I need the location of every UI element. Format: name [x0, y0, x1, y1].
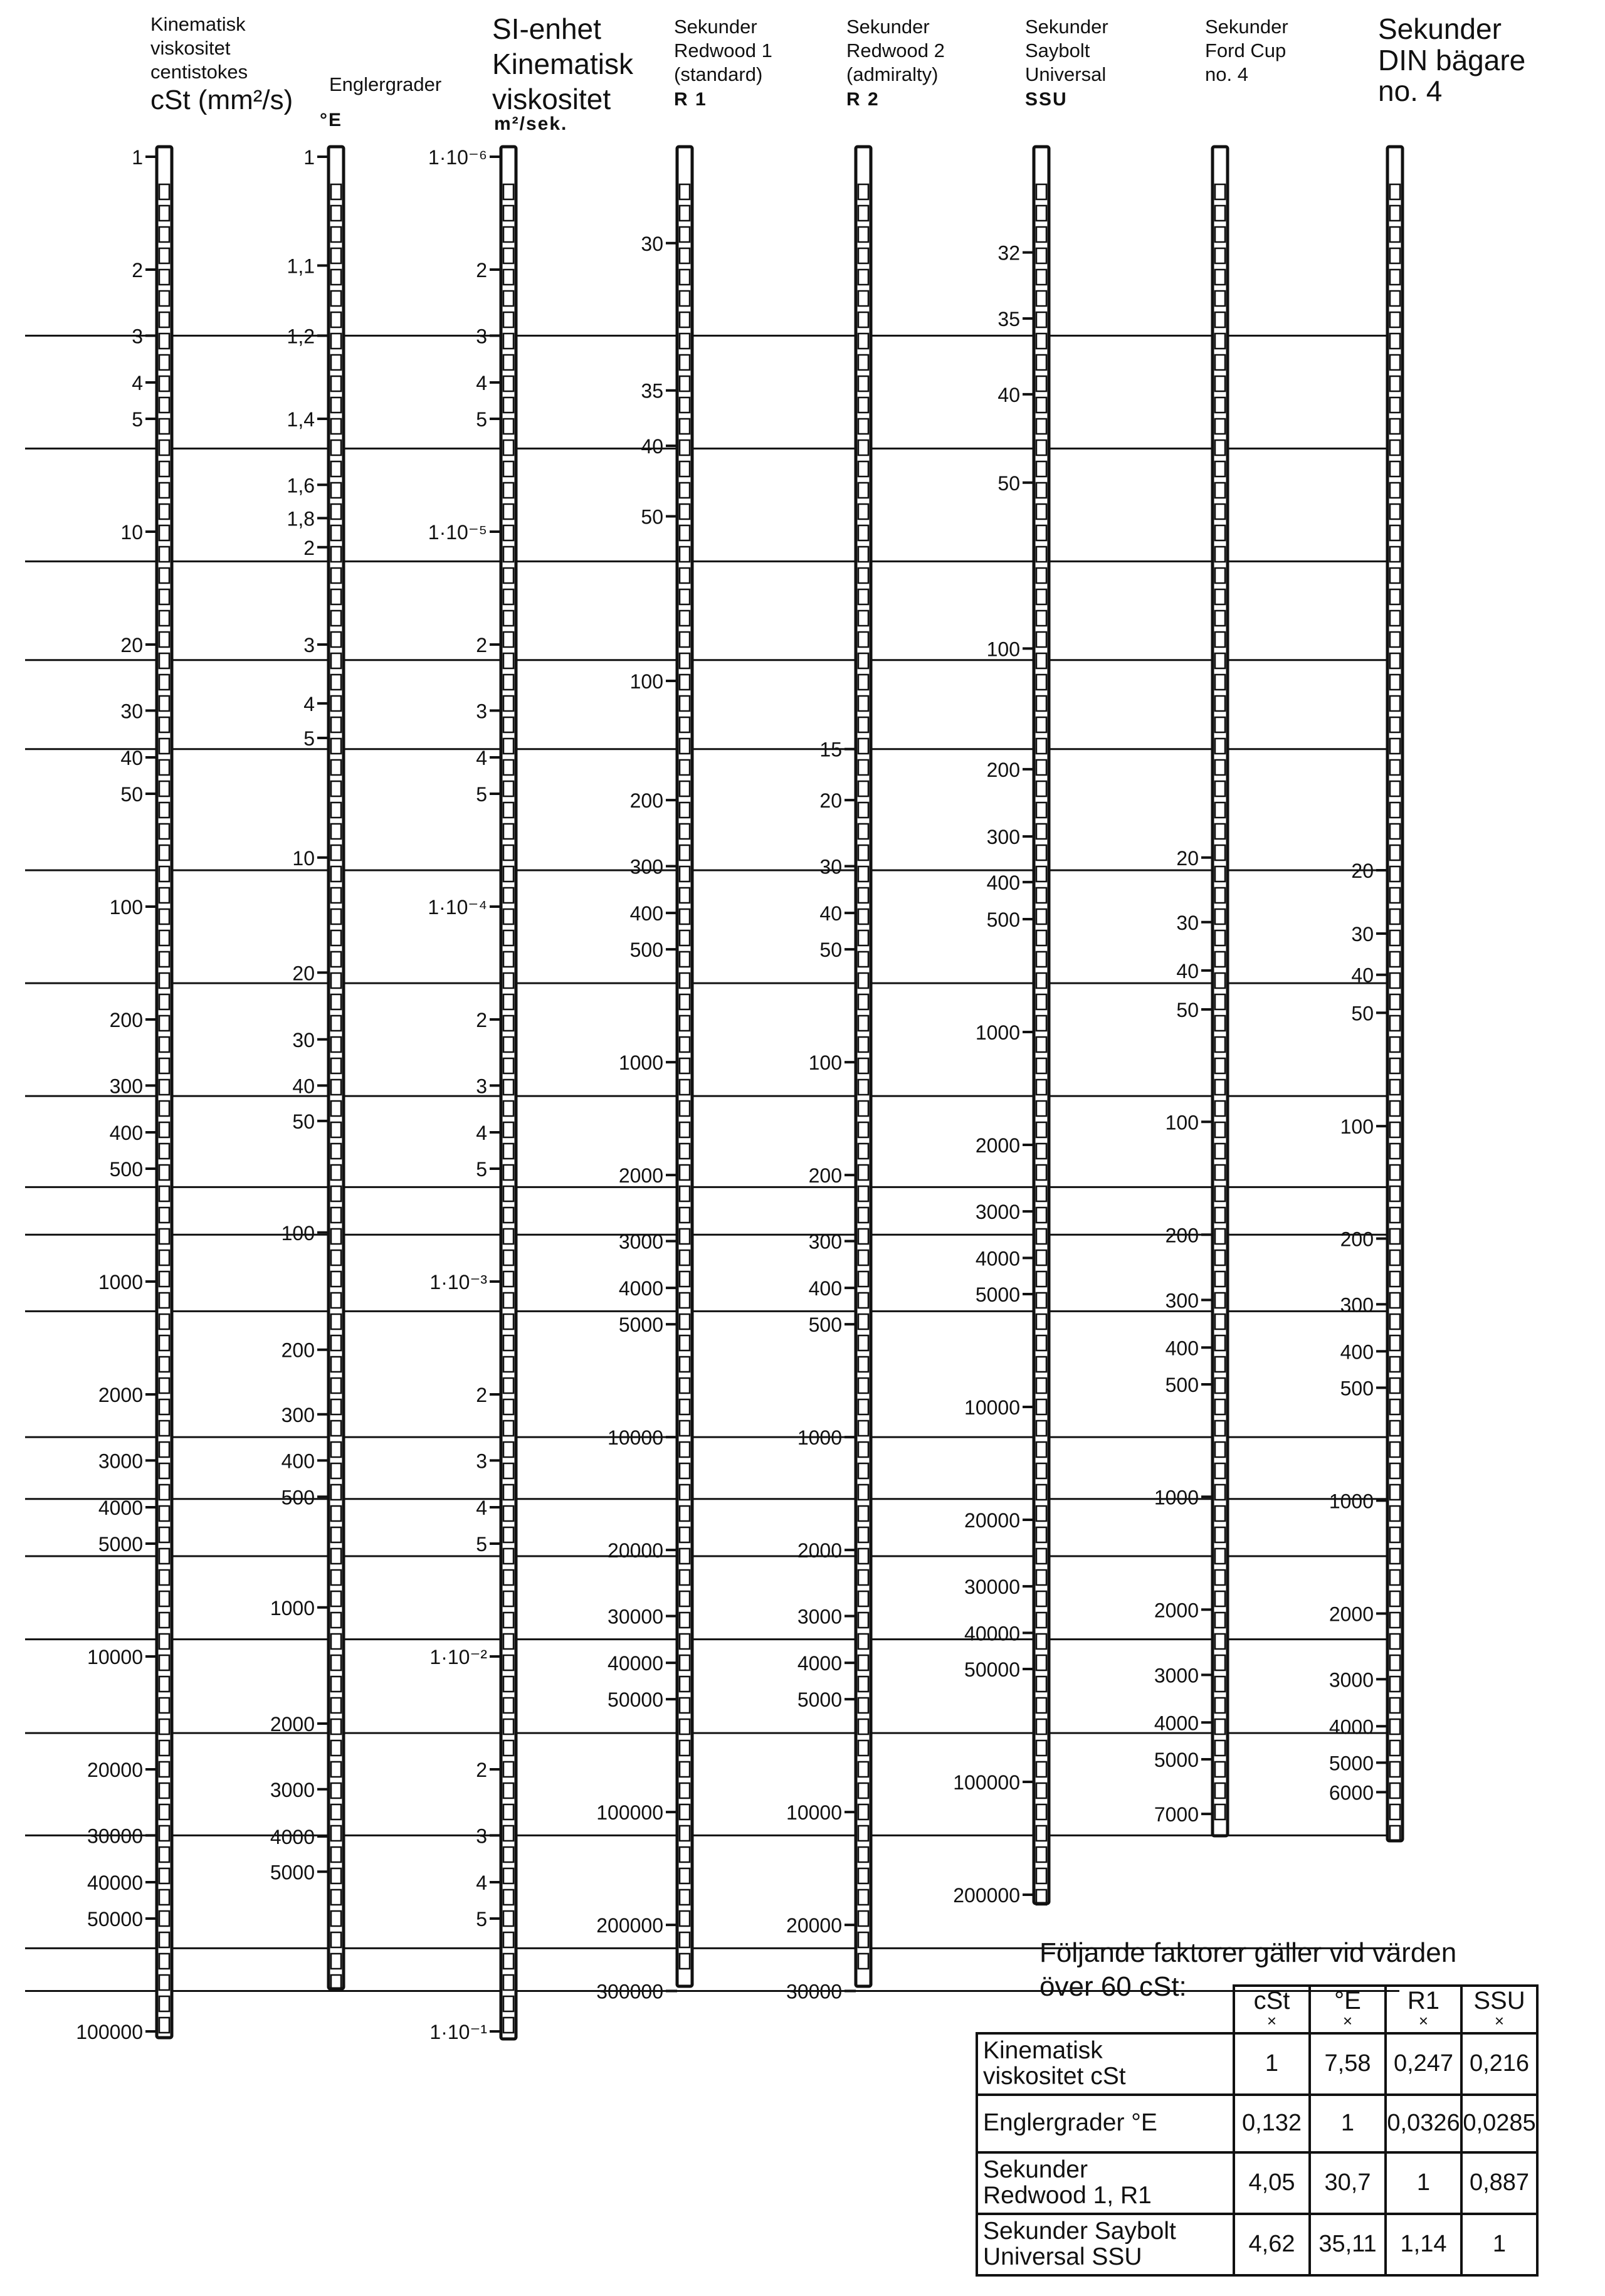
factor-row-label — [977, 2214, 1234, 2275]
scale-tick-label: 100000 — [596, 1801, 663, 1825]
scale-tick-label: 1,8 — [287, 507, 315, 530]
header-r2-code: R 2 — [846, 89, 880, 110]
header-ssu — [1025, 15, 1108, 112]
scale-tick-label: 2000 — [270, 1713, 315, 1736]
scale-tick-label: 500 — [986, 908, 1020, 931]
header-ssu-line: Saybolt — [1025, 39, 1090, 61]
factor-cell: 35,11 — [1310, 2214, 1386, 2275]
scale-tick-label: 500 — [1165, 1373, 1199, 1396]
scale-tick-label: 40000 — [964, 1622, 1020, 1645]
factor-row-engler — [977, 2095, 1537, 2152]
factor-title-line: Följande faktorer gäller vid värden — [1039, 1937, 1457, 1968]
factor-cell: 0,887 — [1461, 2152, 1537, 2214]
scale-tick-label: 5000 — [797, 1688, 842, 1712]
scale-tick-label: 4000 — [618, 1277, 663, 1300]
header-engler-code-text: °E — [320, 110, 343, 130]
scale-tick-label: 5000 — [975, 1283, 1020, 1306]
factor-row-label-line: viskositet cSt — [983, 2062, 1126, 2090]
scale-tick-label: 100 — [1340, 1115, 1374, 1139]
scale-tick-label: 5000 — [270, 1861, 315, 1884]
header-ssu-code: SSU — [1025, 89, 1068, 110]
scale-tick-label: 5 — [132, 408, 143, 431]
scale-tick-label: 2 — [132, 259, 143, 282]
scale-tick-label: 3 — [476, 1825, 487, 1848]
header-si-code — [494, 113, 567, 136]
factor-row-label-line: Redwood 1, R1 — [983, 2181, 1152, 2209]
scale-tick-label: 3000 — [975, 1201, 1020, 1224]
scale-tick-label: 2000 — [618, 1164, 663, 1187]
scale-tick-label: 100 — [109, 896, 143, 919]
factor-row-label-line: Sekunder — [983, 2156, 1088, 2183]
factor-col-ssu — [1461, 1986, 1537, 2033]
scale-tick-label: 1000 — [618, 1051, 663, 1075]
header-r2-line: Redwood 2 — [846, 39, 945, 61]
scale-tick-label: 500 — [109, 1157, 143, 1181]
crossline-group — [25, 335, 1399, 1991]
scale-tick-label: 100 — [808, 1051, 842, 1075]
scale-tick-label: 400 — [629, 902, 663, 925]
scale-tick-label: 50 — [819, 939, 842, 962]
scale-ford — [1154, 147, 1228, 1836]
scale-tick-label: 10000 — [608, 1426, 663, 1450]
factor-cell: 30,7 — [1310, 2152, 1386, 2214]
scale-tick-label: 30000 — [608, 1605, 663, 1628]
scale-tick-label: 40000 — [608, 1652, 663, 1675]
scale-tick-label: 5 — [476, 1907, 487, 1930]
factor-row-r1 — [977, 2152, 1537, 2214]
scale-tick-label: 200 — [808, 1164, 842, 1187]
scale-tick-label: 1,1 — [287, 255, 315, 278]
scale-tick-label: 50 — [641, 505, 663, 529]
scale-tick-label: 4 — [476, 1497, 487, 1520]
factor-cell: 4,05 — [1234, 2152, 1310, 2214]
factor-row-label — [977, 2152, 1234, 2214]
scale-tick-label: 400 — [1340, 1340, 1374, 1364]
factor-table-corner — [977, 1986, 1234, 2033]
header-r1-line: (standard) — [674, 63, 763, 85]
scale-tick-label: 5000 — [1154, 1748, 1199, 1771]
scale-tick-label: 5 — [303, 727, 315, 750]
scale-tick-label: 200 — [1340, 1228, 1374, 1251]
scale-tick-label: 200000 — [953, 1884, 1020, 1907]
scale-tick-label: 2000 — [98, 1384, 143, 1407]
factor-col-multiplier: × — [1266, 2011, 1277, 2030]
scale-tick-label: 1000 — [1154, 1486, 1199, 1509]
scale-tick-label: 20000 — [608, 1539, 663, 1562]
scale-tick-label: 20 — [120, 634, 143, 657]
scale-tick-label: 500 — [1340, 1377, 1374, 1400]
scale-tick-label: 1000 — [270, 1596, 315, 1619]
scale-tick-label: 20 — [292, 962, 315, 985]
scale-tick-label: 1·10⁻⁴ — [428, 896, 487, 919]
scale-tick-label: 200 — [986, 758, 1020, 781]
factor-col-multiplier: × — [1494, 2011, 1505, 2030]
scale-tick-label: 4 — [476, 372, 487, 395]
factor-cell: 0,216 — [1461, 2033, 1537, 2095]
scale-tick-label: 5 — [476, 1532, 487, 1556]
header-r2-line: (admiralty) — [846, 63, 939, 85]
scale-tick-label: 1000 — [975, 1021, 1020, 1045]
scale-tick-label: 50 — [997, 471, 1020, 495]
scale-tick-label: 3 — [132, 325, 143, 348]
factor-row-label-line: Universal SSU — [983, 2243, 1142, 2270]
scale-tick-label: 50000 — [964, 1658, 1020, 1681]
factor-row-label — [977, 2095, 1234, 2152]
scale-tick-label: 400 — [808, 1277, 842, 1300]
scale-tick-label: 3000 — [1154, 1664, 1199, 1687]
factor-table — [976, 1984, 1539, 2277]
scale-tick-label: 30000 — [87, 1825, 143, 1848]
scale-tick-label: 30 — [641, 232, 663, 255]
header-cst-unit: cSt (mm²/s) — [150, 85, 293, 116]
scale-tick-label: 300 — [1165, 1289, 1199, 1312]
scale-tick-label: 20 — [819, 789, 842, 813]
scale-tick-label: 3000 — [618, 1230, 663, 1253]
scale-tick-label: 20000 — [786, 1914, 842, 1937]
header-ssu-line: Sekunder — [1025, 16, 1108, 38]
scale-tick-label: 50 — [292, 1110, 315, 1133]
scale-tick-label: 10000 — [964, 1396, 1020, 1419]
scale-tick-label: 5 — [476, 1157, 487, 1181]
header-r1-code: R 1 — [674, 89, 707, 110]
scale-tick-label: 3000 — [797, 1605, 842, 1628]
header-ssu-line: Universal — [1025, 63, 1107, 85]
scale-tick-label: 1·10⁻⁵ — [428, 521, 487, 544]
scale-tick-label: 20000 — [87, 1759, 143, 1782]
factor-col-multiplier: × — [1342, 2011, 1353, 2030]
scale-tick-label: 2000 — [975, 1134, 1020, 1157]
scale-tick-label: 1,2 — [287, 325, 315, 348]
scale-tick-label: 50 — [1351, 1002, 1374, 1025]
factor-col-multiplier: × — [1418, 2011, 1429, 2030]
scale-tick-label: 40 — [819, 902, 842, 925]
scale-tick-label: 1·10⁻³ — [429, 1271, 487, 1293]
scale-tick-label: 200 — [1165, 1224, 1199, 1247]
scale-tick-label: 100 — [1165, 1111, 1199, 1134]
scale-tick-label: 1000 — [797, 1426, 842, 1450]
factor-cell: 4,62 — [1234, 2214, 1310, 2275]
header-si-line: viskositet — [492, 83, 611, 116]
scale-tick-label: 2 — [476, 259, 487, 282]
scale-r2 — [786, 147, 871, 2003]
scale-tick-label: 2 — [303, 536, 315, 559]
header-engler — [329, 73, 441, 97]
scale-tick-label: 4 — [476, 1122, 487, 1145]
scale-tick-label: 32 — [997, 241, 1020, 265]
factor-cell: 0,132 — [1234, 2095, 1310, 2152]
scale-tick-label: 40 — [997, 383, 1020, 406]
scale-tick-label: 200000 — [596, 1914, 663, 1937]
scale-tick-label: 40 — [1176, 959, 1199, 982]
scale-tick-label: 2000 — [797, 1539, 842, 1562]
scale-tick-label: 100000 — [953, 1771, 1020, 1794]
scale-tick-label: 50000 — [608, 1688, 663, 1712]
scale-tick-label: 30 — [819, 855, 842, 878]
header-din-line: DIN bägare — [1378, 43, 1526, 76]
scale-tick-label: 1·10⁻² — [429, 1646, 487, 1668]
scale-tick-label: 5000 — [98, 1532, 143, 1556]
scale-tick-label: 10000 — [786, 1801, 842, 1825]
header-din — [1378, 14, 1525, 107]
scale-tick-label: 100 — [629, 670, 663, 693]
scale-tick-label: 1,6 — [287, 474, 315, 497]
scale-tick-label: 5 — [476, 408, 487, 431]
scale-tick-label: 20 — [1176, 846, 1199, 870]
scale-tick-label: 3000 — [98, 1450, 143, 1473]
scale-tick-label: 4000 — [1154, 1712, 1199, 1735]
scale-tick-label: 400 — [986, 871, 1020, 894]
scale-tick-label: 100 — [986, 638, 1020, 661]
scale-tick-label: 2 — [476, 1384, 487, 1407]
scale-tick-label: 1 — [303, 146, 315, 169]
scale-tick-label: 20 — [1351, 860, 1374, 883]
scale-tick-label: 3 — [303, 634, 315, 657]
scale-tick-label: 2 — [476, 1759, 487, 1782]
header-din-line: no. 4 — [1378, 75, 1443, 108]
header-r2 — [846, 15, 945, 112]
scale-tick-label: 40 — [1351, 964, 1374, 987]
header-ford-line: no. 4 — [1205, 63, 1248, 85]
scale-tick-label: 15 — [819, 738, 842, 761]
header-r2-line: Sekunder — [846, 16, 930, 38]
header-din-line: Sekunder — [1378, 13, 1502, 45]
factor-col-label: R1 — [1407, 1987, 1440, 2014]
factor-cell: 0,0285 — [1461, 2095, 1537, 2152]
scale-tick-label: 1000 — [1329, 1490, 1374, 1513]
scale-tick-label: 300 — [986, 826, 1020, 849]
scale-tick-label: 10000 — [87, 1646, 143, 1668]
scale-tick-label: 300 — [1340, 1293, 1374, 1317]
scale-tick-label: 100000 — [76, 2021, 143, 2043]
factor-col-label: °E — [1334, 1987, 1361, 2014]
scale-tick-label: 6000 — [1329, 1781, 1374, 1804]
scale-tick-label: 200 — [629, 789, 663, 813]
scale-tick-label: 30000 — [964, 1576, 1020, 1599]
scale-tick-label: 3 — [476, 700, 487, 723]
scale-tick-label: 30 — [292, 1028, 315, 1051]
factor-cell: 1 — [1386, 2152, 1461, 2214]
scale-tick-label: 3000 — [1329, 1668, 1374, 1692]
header-ford-line: Sekunder — [1205, 16, 1288, 38]
scale-tick-label: 1000 — [98, 1271, 143, 1293]
scale-tick-label: 400 — [109, 1122, 143, 1145]
factor-col-label: SSU — [1473, 1987, 1525, 2014]
factor-cell: 1 — [1310, 2095, 1386, 2152]
scale-tick-label: 35 — [997, 307, 1020, 330]
scale-tick-label: 40 — [120, 747, 143, 770]
scale-tick-label: 100 — [281, 1221, 315, 1245]
header-ford — [1205, 15, 1288, 86]
scale-tick-label: 1,4 — [287, 408, 315, 431]
scale-tick-label: 5000 — [618, 1314, 663, 1337]
scale-tick-label: 300 — [281, 1403, 315, 1426]
scale-tick-label: 2 — [476, 634, 487, 657]
header-cst-line: viskositet — [150, 36, 231, 59]
scale-tick-label: 4000 — [98, 1497, 143, 1520]
scale-tick-label: 500 — [281, 1486, 315, 1509]
factor-row-ssu — [977, 2214, 1537, 2275]
factor-cell: 1,14 — [1386, 2214, 1461, 2275]
header-cst — [150, 13, 293, 117]
scale-tick-label: 4 — [476, 747, 487, 770]
scale-tick-label: 4000 — [1329, 1715, 1374, 1739]
factor-row-label — [977, 2033, 1234, 2095]
scale-tick-label: 7000 — [1154, 1803, 1199, 1826]
scale-tick-label: 5 — [476, 782, 487, 806]
scale-tick-label: 3 — [476, 325, 487, 348]
factor-cell: 0,247 — [1386, 2033, 1461, 2095]
scale-tick-label: 2000 — [1329, 1603, 1374, 1626]
scale-tick-label: 30 — [1176, 911, 1199, 934]
scale-tick-label: 1 — [132, 146, 143, 169]
scale-tick-label: 40 — [641, 434, 663, 458]
factor-cell: 1 — [1461, 2214, 1537, 2275]
scale-tick-label: 50 — [120, 782, 143, 806]
header-si-line: Kinematisk — [492, 48, 633, 81]
scale-tick-label: 10 — [292, 846, 315, 870]
scale-tick-label: 4000 — [975, 1247, 1020, 1270]
header-si — [492, 11, 633, 117]
factor-title-line: över 60 cSt: — [1039, 1971, 1187, 2002]
factor-row-cst — [977, 2033, 1537, 2095]
header-r1-line: Redwood 1 — [674, 39, 772, 61]
scale-tick-label: 10 — [120, 521, 143, 544]
scale-tick-label: 500 — [629, 939, 663, 962]
scale-tick-label: 300000 — [596, 1980, 663, 2003]
scale-tick-label: 40 — [292, 1075, 315, 1098]
scale-tick-label: 400 — [1165, 1337, 1199, 1360]
scale-tick-label: 400 — [281, 1450, 315, 1473]
factor-row-label-line: Sekunder Saybolt — [983, 2217, 1176, 2245]
factor-cell: 7,58 — [1310, 2033, 1386, 2095]
scale-tick-label: 50 — [1176, 998, 1199, 1021]
scale-tick-label: 200 — [281, 1339, 315, 1362]
scale-tick-label: 5000 — [1329, 1752, 1374, 1775]
scale-tick-label: 2000 — [1154, 1599, 1199, 1622]
header-cst-line: Kinematisk — [150, 13, 246, 35]
scale-tick-label: 30 — [1351, 922, 1374, 945]
header-ford-line: Ford Cup — [1205, 39, 1287, 61]
scale-tick-label: 3 — [476, 1450, 487, 1473]
scale-tick-label: 500 — [808, 1314, 842, 1337]
factor-col-label: cSt — [1253, 1987, 1290, 2014]
scale-tick-label: 35 — [641, 379, 663, 403]
scale-si — [428, 146, 516, 2043]
scale-tick-label: 50000 — [87, 1907, 143, 1930]
factor-col-r1 — [1386, 1986, 1461, 2033]
scale-tick-label: 3 — [476, 1075, 487, 1098]
scale-tick-label: 4 — [303, 692, 315, 715]
scale-tick-label: 300 — [808, 1230, 842, 1253]
factor-row-label-line: Kinematisk — [983, 2037, 1103, 2064]
header-engler-line: Englergrader — [329, 73, 442, 95]
scale-tick-label: 1·10⁻¹ — [429, 2021, 487, 2043]
scale-tick-label: 3000 — [270, 1778, 315, 1801]
factor-table-header-row — [977, 1986, 1537, 2033]
factor-cell: 0,0326 — [1386, 2095, 1461, 2152]
factor-col-cst — [1234, 1986, 1310, 2033]
scale-tick-label: 30000 — [786, 1980, 842, 2003]
header-engler-code — [320, 109, 342, 132]
header-si-line: SI-enhet — [492, 13, 601, 45]
scale-tick-label: 200 — [109, 1009, 143, 1032]
scale-tick-label: 4 — [132, 372, 143, 395]
scale-tick-label: 300 — [629, 855, 663, 878]
scale-group — [76, 146, 1402, 2043]
scale-ssu — [953, 147, 1049, 1907]
header-r1 — [674, 15, 772, 112]
scale-tick-label: 4000 — [797, 1652, 842, 1675]
scale-tick-label: 2 — [476, 1009, 487, 1032]
header-si-code-text: m²/sek. — [494, 113, 568, 134]
factor-row-label-line: Englergrader °E — [983, 2109, 1157, 2137]
scale-tick-label: 300 — [109, 1075, 143, 1098]
scale-tick-label: 4000 — [270, 1826, 315, 1849]
scale-tick-label: 20000 — [964, 1509, 1020, 1532]
factor-col-engler — [1310, 1986, 1386, 2033]
scale-tick-label: 4 — [476, 1872, 487, 1895]
scale-r1 — [596, 147, 692, 2003]
scale-tick-label: 30 — [120, 700, 143, 723]
factor-cell: 1 — [1234, 2033, 1310, 2095]
scale-tick-label: 1·10⁻⁶ — [428, 146, 487, 169]
header-cst-line: centistokes — [150, 60, 248, 83]
header-r1-line: Sekunder — [674, 16, 757, 38]
scale-tick-label: 40000 — [87, 1872, 143, 1895]
scale-din — [1329, 147, 1402, 1841]
scale-engler — [270, 146, 344, 1990]
scale-cst — [76, 146, 172, 2043]
